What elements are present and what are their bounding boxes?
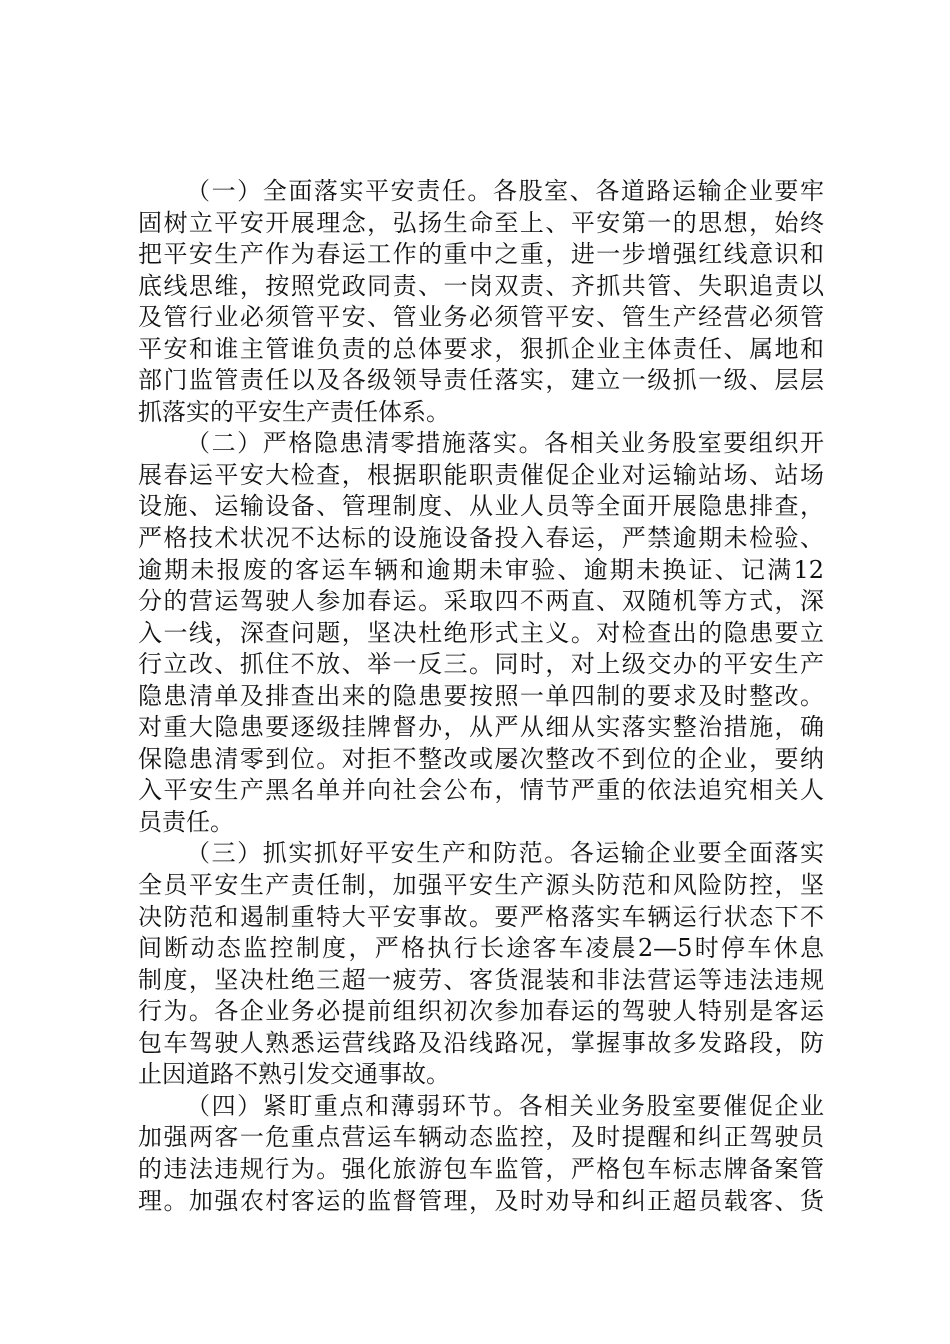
text-line: 间断动态监控制度，严格执行长途客车凌晨2—5时停车休息 bbox=[138, 934, 824, 963]
text-line: （四）紧盯重点和薄弱环节。各相关业务股室要催促企业 bbox=[186, 1091, 824, 1120]
text-line: 展春运平安大检查，根据职能职责催促企业对运输站场、站场 bbox=[138, 460, 824, 489]
text-line: 的违法违规行为。强化旅游包车监管，严格包车标志牌备案管 bbox=[138, 1154, 824, 1183]
paragraph-4 bbox=[138, 1091, 824, 1217]
paragraph-2 bbox=[138, 428, 824, 838]
text-line: 制度，坚决杜绝三超一疲劳、客货混装和非法营运等违法违规 bbox=[138, 965, 824, 994]
text-line: 抓落实的平安生产责任体系。 bbox=[138, 397, 450, 426]
text-line: 部门监管责任以及各级领导责任落实，建立一级抓一级、层层 bbox=[138, 366, 824, 395]
text-line: 全员平安生产责任制，加强平安生产源头防范和风险防控，坚 bbox=[138, 871, 824, 900]
paragraph-1 bbox=[138, 176, 824, 428]
text-line: 止因道路不熟引发交通事故。 bbox=[138, 1060, 450, 1089]
text-line: 加强两客一危重点营运车辆动态监控，及时提醒和纠正驾驶员 bbox=[138, 1123, 824, 1152]
text-line: 入平安生产黑名单并向社会公布，情节严重的依法追究相关人 bbox=[138, 776, 824, 805]
text-line: 分的营运驾驶人参加春运。采取四不两直、双随机等方式，深 bbox=[138, 587, 824, 616]
text-line: 逾期未报废的客运车辆和逾期未审验、逾期未换证、记满12 bbox=[138, 555, 824, 584]
text-line: 固树立平安开展理念，弘扬生命至上、平安第一的思想，始终 bbox=[138, 208, 824, 237]
text-line: 决防范和遏制重特大平安事故。要严格落实车辆运行状态下不 bbox=[138, 902, 824, 931]
text-line: 理。加强农村客运的监督管理，及时劝导和纠正超员载客、货 bbox=[138, 1186, 824, 1215]
text-line: 设施、运输设备、管理制度、从业人员等全面开展隐患排查， bbox=[138, 492, 824, 521]
text-line: 入一线，深查问题，坚决杜绝形式主义。对检查出的隐患要立 bbox=[138, 618, 824, 647]
text-line: 严格技术状况不达标的设施设备投入春运，严禁逾期未检验、 bbox=[138, 524, 824, 553]
text-line: 包车驾驶人熟悉运营线路及沿线路况，掌握事故多发路段，防 bbox=[138, 1028, 824, 1057]
text-line: （一）全面落实平安责任。各股室、各道路运输企业要牢 bbox=[186, 177, 824, 205]
text-line: （二）严格隐患清零措施落实。各相关业务股室要组织开 bbox=[186, 429, 824, 458]
text-line: 保隐患清零到位。对拒不整改或屡次整改不到位的企业，要纳 bbox=[138, 744, 824, 773]
text-line: 及管行业必须管平安、管业务必须管平安、管生产经营必须管 bbox=[138, 303, 824, 332]
text-line: 员责任。 bbox=[138, 807, 234, 836]
text-line: 对重大隐患要逐级挂牌督办，从严从细从实落实整治措施，确 bbox=[138, 713, 824, 742]
text-line: 底线思维，按照党政同责、一岗双责、齐抓共管、失职追责以 bbox=[138, 271, 824, 300]
document-body bbox=[138, 176, 824, 1217]
text-line: （三）抓实抓好平安生产和防范。各运输企业要全面落实 bbox=[186, 839, 824, 868]
text-line: 平安和谁主管谁负责的总体要求，狠抓企业主体责任、属地和 bbox=[138, 334, 824, 363]
text-line: 行为。各企业务必提前组织初次参加春运的驾驶人特别是客运 bbox=[138, 997, 824, 1026]
text-line: 行立改、抓住不放、举一反三。同时，对上级交办的平安生产 bbox=[138, 650, 824, 679]
text-line: 把平安生产作为春运工作的重中之重，进一步增强红线意识和 bbox=[138, 240, 824, 269]
text-line: 隐患清单及排查出来的隐患要按照一单四制的要求及时整改。 bbox=[138, 681, 824, 710]
paragraph-3 bbox=[138, 838, 824, 1090]
